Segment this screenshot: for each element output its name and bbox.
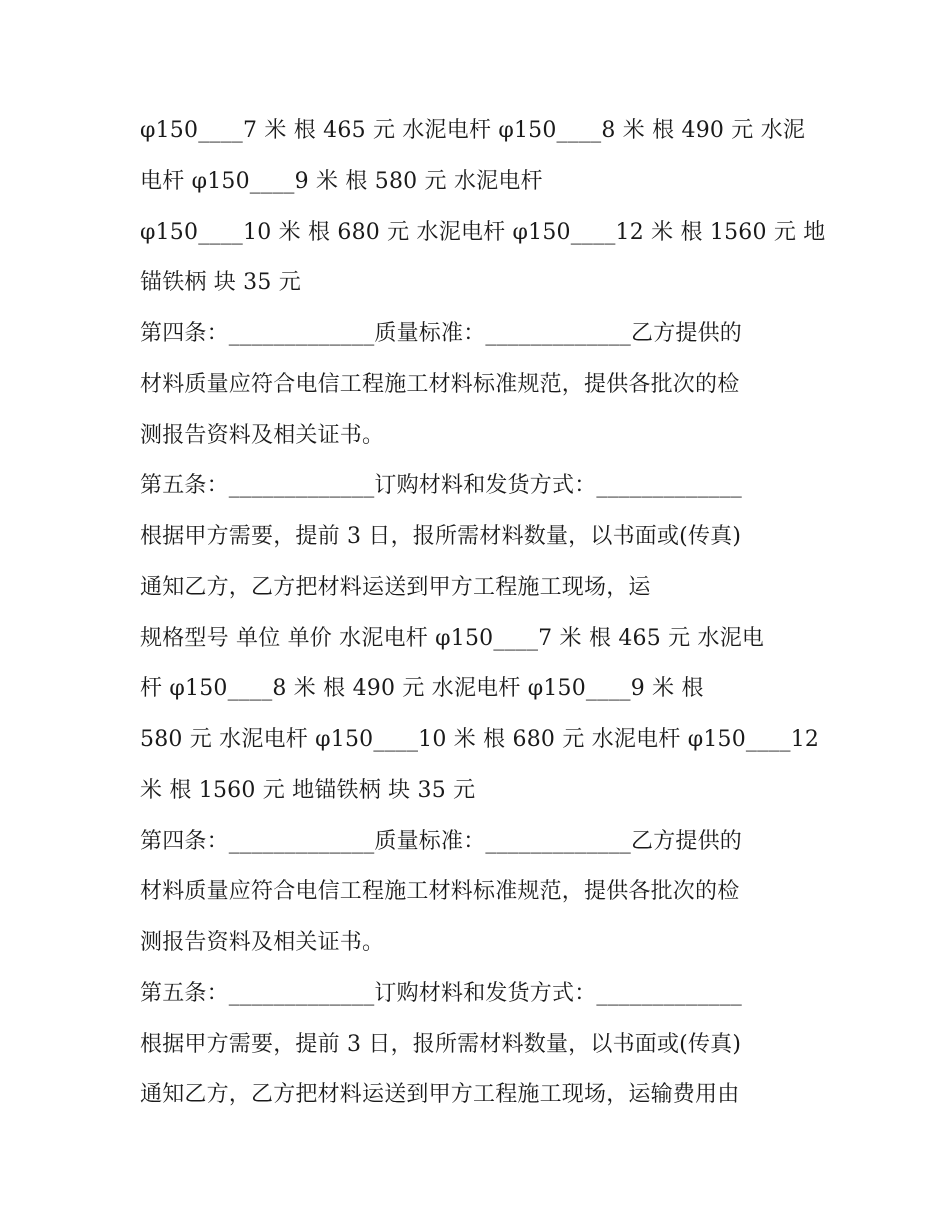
text-line: 第四条：_____________质量标准：_____________乙方提供的: [140, 321, 743, 346]
text-line: 规格型号 单位 单价 水泥电杆 φ150____7 米 根 465 元 水泥电: [140, 625, 765, 651]
text-line: 第五条：_____________订购材料和发货方式：_____________: [140, 473, 743, 499]
text-line: φ150____10 米 根 680 元 水泥电杆 φ150____12 米 根 1560 元 地: [140, 219, 826, 245]
text-line: 通知乙方，乙方把材料运送到甲方工程施工现场，运: [140, 574, 651, 600]
document-body: [140, 106, 830, 1121]
text-line: 第四条：_____________质量标准：_____________乙方提供的: [140, 828, 743, 854]
text-line: 材料质量应符合电信工程施工材料标准规范，提供各批次的检: [140, 371, 740, 397]
text-line: 通知乙方，乙方把材料运送到甲方工程施工现场，运输费用由: [140, 1082, 740, 1108]
text-line: φ150____7 米 根 465 元 水泥电杆 φ150____8 米 根 490 元 水泥: [140, 118, 806, 143]
text-line: 第五条：_____________订购材料和发货方式：_____________: [140, 980, 743, 1006]
text-line: 电杆 φ150____9 米 根 580 元 水泥电杆: [140, 168, 543, 194]
text-line: 根据甲方需要，提前 3 日，报所需材料数量，以书面或(传真): [140, 524, 742, 549]
text-line: 米 根 1560 元 地锚铁柄 块 35 元: [140, 777, 476, 803]
text-line: 杆 φ150____8 米 根 490 元 水泥电杆 φ150____9 米 根: [140, 676, 704, 702]
text-line: 测报告资料及相关证书。: [140, 422, 385, 448]
text-line: 锚铁柄 块 35 元: [140, 270, 301, 296]
text-line: 测报告资料及相关证书。: [140, 930, 385, 955]
text-line: 根据甲方需要，提前 3 日，报所需材料数量，以书面或(传真): [140, 1031, 742, 1057]
text-line: 材料质量应符合电信工程施工材料标准规范，提供各批次的检: [140, 879, 740, 905]
text-line: 580 元 水泥电杆 φ150____10 米 根 680 元 水泥电杆 φ150____12: [140, 727, 820, 752]
